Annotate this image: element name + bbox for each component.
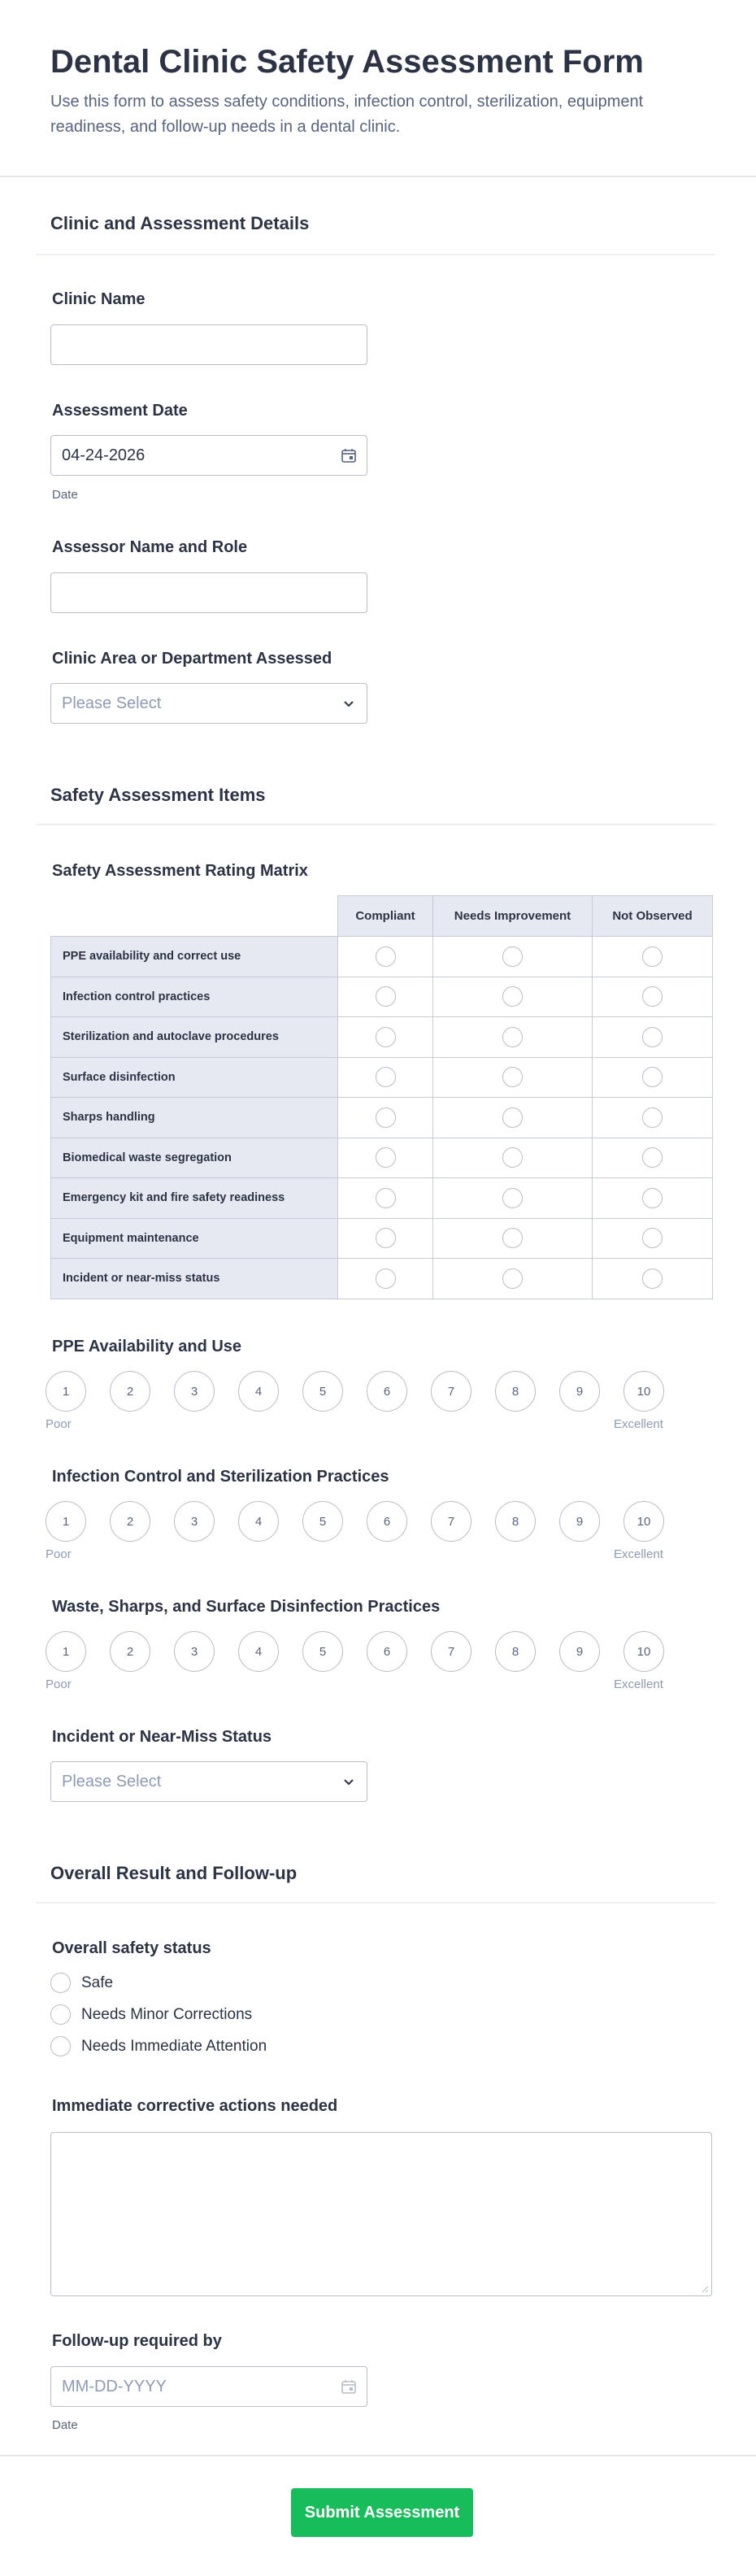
matrix-row-label: Incident or near-miss status — [51, 1259, 338, 1299]
matrix-row — [51, 937, 713, 977]
matrix-radio[interactable] — [376, 1027, 396, 1047]
scale-option[interactable]: 7 — [431, 1501, 471, 1542]
scale-option[interactable]: 6 — [367, 1631, 407, 1672]
matrix-radio[interactable] — [502, 1027, 523, 1047]
matrix-column-header: Compliant — [338, 896, 433, 937]
scale-low-label: Poor — [46, 1547, 72, 1561]
scale-low-label: Poor — [46, 1417, 72, 1431]
matrix-row — [51, 977, 713, 1017]
status-option-label: Needs Immediate Attention — [81, 2038, 267, 2055]
followup-label: Follow-up required by — [52, 2332, 222, 2350]
divider — [36, 1902, 715, 1904]
matrix-row — [51, 1178, 713, 1219]
matrix-radio[interactable] — [642, 1027, 663, 1047]
scale-option[interactable]: 2 — [110, 1371, 150, 1412]
scale-option[interactable]: 2 — [110, 1501, 150, 1542]
matrix-radio[interactable] — [502, 986, 523, 1007]
matrix-radio[interactable] — [642, 1228, 663, 1248]
radio-button[interactable] — [50, 1973, 71, 1993]
divider — [36, 824, 715, 825]
section-safety-items — [50, 785, 715, 806]
scale-option[interactable]: 10 — [623, 1501, 664, 1542]
matrix-radio[interactable] — [502, 946, 523, 967]
scale-option[interactable]: 10 — [623, 1371, 664, 1412]
scale-option[interactable]: 6 — [367, 1371, 407, 1412]
status-label: Overall safety status — [52, 1939, 211, 1957]
section-title: Clinic and Assessment Details — [50, 213, 310, 233]
scale-option[interactable]: 10 — [623, 1631, 664, 1672]
assessment-date-label: Assessment Date — [52, 402, 188, 420]
scale-option[interactable]: 3 — [174, 1501, 215, 1542]
matrix-radio[interactable] — [502, 1147, 523, 1168]
matrix-radio[interactable] — [642, 1067, 663, 1087]
matrix-radio[interactable] — [376, 1147, 396, 1168]
section-title: Safety Assessment Items — [50, 785, 266, 805]
submit-button[interactable]: Submit Assessment — [291, 2488, 473, 2537]
matrix-radio[interactable] — [642, 1188, 663, 1208]
scale-option[interactable]: 8 — [495, 1631, 536, 1672]
matrix-row-label: Biomedical waste segregation — [51, 1138, 338, 1178]
matrix-row — [51, 1138, 713, 1178]
scale-option[interactable]: 1 — [46, 1371, 86, 1412]
matrix-radio[interactable] — [642, 1268, 663, 1289]
scale-option[interactable]: 1 — [46, 1501, 86, 1542]
matrix-radio[interactable] — [376, 1228, 396, 1248]
assessment-date-sublabel: Date — [52, 488, 78, 502]
matrix-row-label: Infection control practices — [51, 977, 338, 1017]
matrix-radio[interactable] — [502, 1268, 523, 1289]
matrix-row — [51, 1259, 713, 1299]
scale-label-ppe: PPE Availability and Use — [52, 1338, 242, 1355]
form-header — [0, 0, 756, 177]
incident-select[interactable] — [50, 1761, 367, 1802]
scale-option[interactable]: 7 — [431, 1371, 471, 1412]
matrix-row-label: Equipment maintenance — [51, 1218, 338, 1259]
chevron-down-icon — [341, 695, 357, 711]
matrix-column-header: Not Observed — [593, 896, 713, 937]
scale-option[interactable]: 3 — [174, 1631, 215, 1672]
scale-label-infection: Infection Control and Sterilization Practices — [52, 1468, 389, 1486]
area-placeholder: Please Select — [62, 694, 162, 712]
form-title: Dental Clinic Safety Assessment Form — [50, 44, 644, 80]
calendar-icon[interactable] — [341, 2378, 357, 2395]
scale-option[interactable]: 2 — [110, 1631, 150, 1672]
form-description: Use this form to assess safety conditions, infection control, sterilization, equipment readiness, and follow-up needs in a dental clinic. — [50, 93, 644, 136]
scale-option[interactable]: 4 — [238, 1631, 279, 1672]
actions-label: Immediate corrective actions needed — [52, 2097, 338, 2115]
calendar-icon[interactable] — [341, 447, 357, 463]
status-option-label: Needs Minor Corrections — [81, 2006, 253, 2023]
assessment-date-input[interactable] — [50, 435, 367, 476]
followup-date-input[interactable] — [50, 2366, 367, 2407]
rating-matrix — [50, 895, 713, 1299]
matrix-row — [51, 1017, 713, 1058]
actions-textarea[interactable] — [50, 2132, 712, 2296]
divider — [36, 254, 715, 255]
matrix-row-label: Emergency kit and fire safety readiness — [51, 1178, 338, 1219]
scale-option[interactable]: 4 — [238, 1371, 279, 1412]
matrix-radio[interactable] — [642, 986, 663, 1007]
scale-option[interactable]: 4 — [238, 1501, 279, 1542]
incident-label: Incident or Near-Miss Status — [52, 1728, 272, 1746]
section-overall-result — [50, 1863, 715, 1884]
matrix-radio[interactable] — [502, 1107, 523, 1128]
matrix-row-label: Surface disinfection — [51, 1057, 338, 1098]
scale-option[interactable]: 8 — [495, 1371, 536, 1412]
area-select[interactable] — [50, 683, 367, 724]
scale-option[interactable]: 3 — [174, 1371, 215, 1412]
area-label: Clinic Area or Department Assessed — [52, 650, 332, 668]
scale-low-label: Poor — [46, 1677, 72, 1691]
scale-label-waste: Waste, Sharps, and Surface Disinfection Practices — [52, 1598, 441, 1616]
scale-option[interactable]: 9 — [559, 1631, 600, 1672]
scale-option[interactable]: 8 — [495, 1501, 536, 1542]
followup-placeholder: MM-DD-YYYY — [62, 2378, 167, 2395]
scale-option[interactable]: 5 — [302, 1501, 343, 1542]
clinic-name-input[interactable] — [50, 324, 367, 365]
scale-high-label: Excellent — [614, 1547, 663, 1561]
matrix-column-header: Needs Improvement — [433, 896, 593, 937]
matrix-row-label: Sterilization and autoclave procedures — [51, 1017, 338, 1058]
matrix-radio[interactable] — [376, 1067, 396, 1087]
matrix-label: Safety Assessment Rating Matrix — [52, 862, 308, 880]
matrix-radio[interactable] — [642, 1107, 663, 1128]
scale-option[interactable]: 1 — [46, 1631, 86, 1672]
matrix-radio[interactable] — [642, 946, 663, 967]
matrix-corner — [51, 896, 338, 937]
scale-option[interactable]: 7 — [431, 1631, 471, 1672]
scale-option[interactable]: 5 — [302, 1631, 343, 1672]
matrix-radio[interactable] — [502, 1188, 523, 1208]
matrix-row — [51, 1218, 713, 1259]
section-clinic-details — [50, 213, 715, 234]
matrix-row-label: PPE availability and correct use — [51, 937, 338, 977]
scale-high-label: Excellent — [614, 1417, 663, 1431]
matrix-radio[interactable] — [642, 1147, 663, 1168]
matrix-radio[interactable] — [376, 1268, 396, 1289]
clinic-name-label: Clinic Name — [52, 290, 146, 308]
matrix-radio[interactable] — [502, 1228, 523, 1248]
matrix-radio[interactable] — [502, 1067, 523, 1087]
radio-button[interactable] — [50, 2004, 71, 2025]
section-title: Overall Result and Follow-up — [50, 1863, 298, 1883]
scale-option[interactable]: 9 — [559, 1501, 600, 1542]
incident-placeholder: Please Select — [62, 1773, 162, 1791]
footer-divider — [0, 2455, 756, 2456]
matrix-row-label: Sharps handling — [51, 1098, 338, 1138]
assessor-label: Assessor Name and Role — [52, 538, 248, 556]
matrix-row — [51, 1057, 713, 1098]
resize-handle-icon[interactable] — [701, 2285, 709, 2293]
status-option-label: Safe — [81, 1974, 114, 1991]
scale-high-label: Excellent — [614, 1677, 663, 1691]
matrix-radio[interactable] — [376, 1188, 396, 1208]
scale-option[interactable]: 9 — [559, 1371, 600, 1412]
matrix-row — [51, 1098, 713, 1138]
matrix-radio[interactable] — [376, 946, 396, 967]
assessor-input[interactable] — [50, 572, 367, 613]
scale-option[interactable]: 5 — [302, 1371, 343, 1412]
assessment-date-value: 04-24-2026 — [62, 446, 146, 464]
chevron-down-icon — [341, 1773, 357, 1790]
matrix-radio[interactable] — [376, 986, 396, 1007]
followup-sublabel: Date — [52, 2418, 78, 2432]
matrix-radio[interactable] — [376, 1107, 396, 1128]
scale-option[interactable]: 6 — [367, 1501, 407, 1542]
radio-button[interactable] — [50, 2036, 71, 2056]
